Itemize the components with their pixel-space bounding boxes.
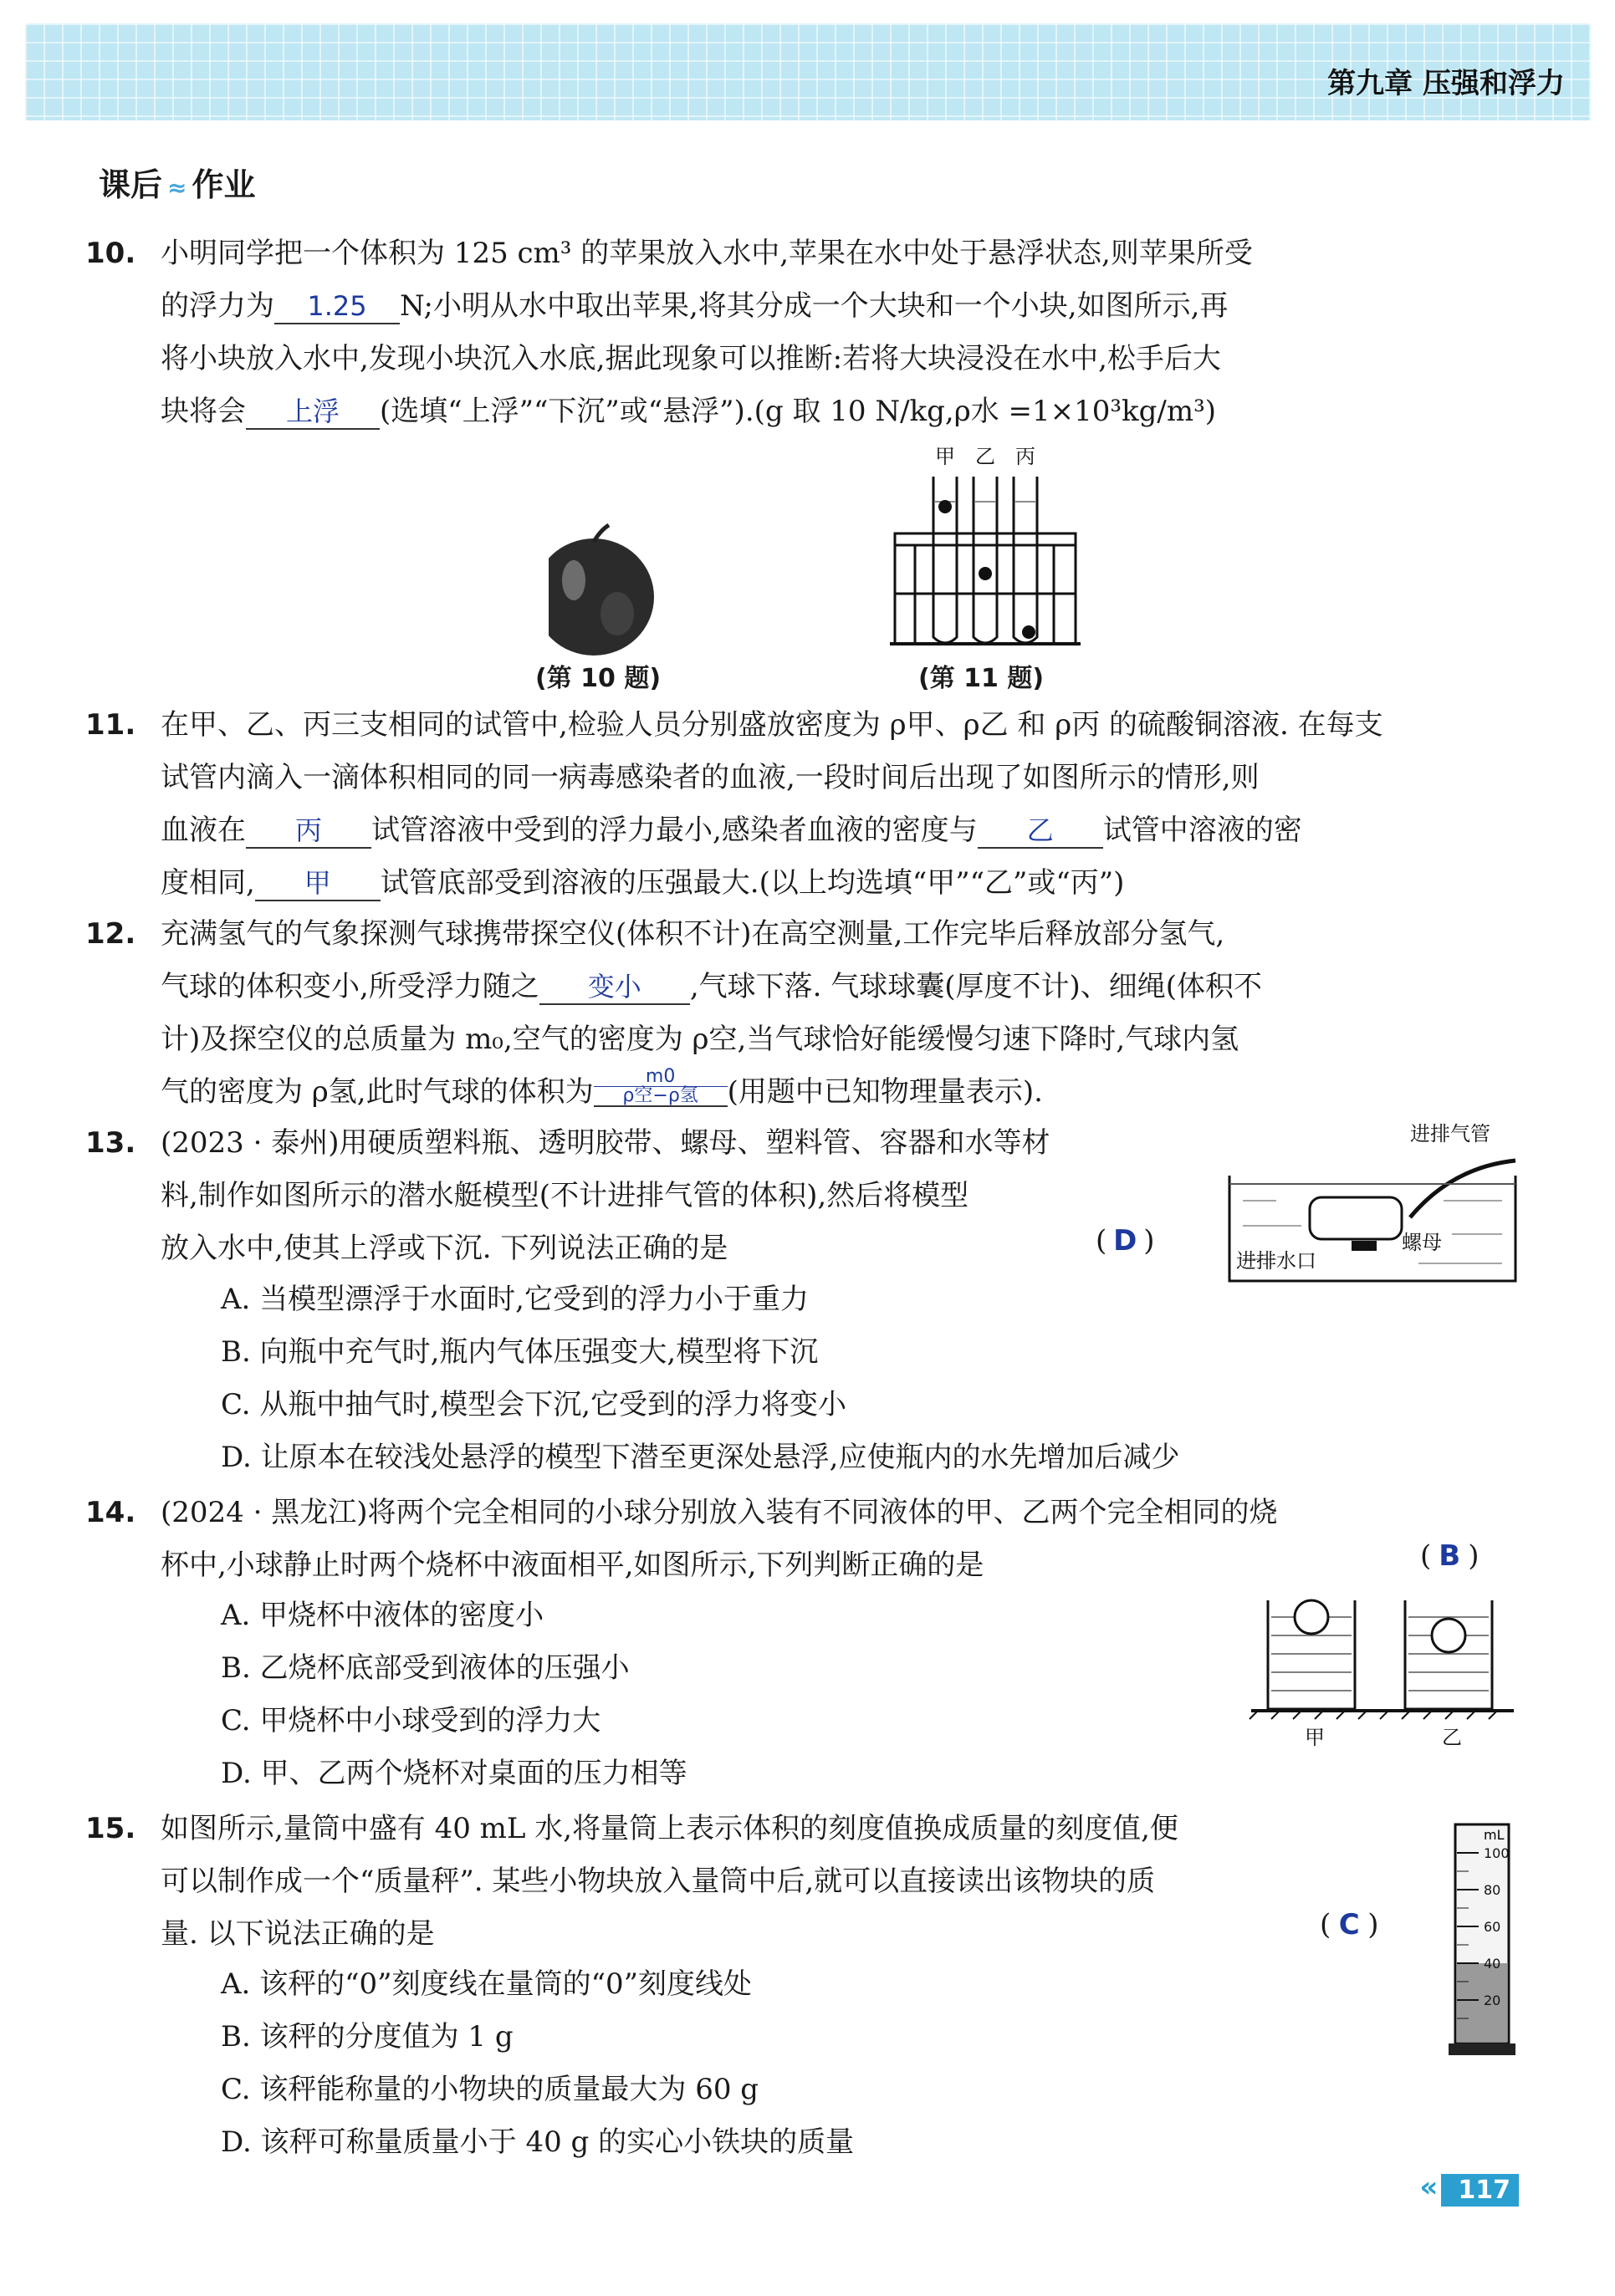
- q12-line2: 气球的体积变小,所受浮力随之 变小 ,气球下落. 气球球囊(厚度不计)、细绳(体积不: [161, 970, 1263, 1003]
- apple-figure: [525, 522, 659, 664]
- q10-line1: 小明同学把一个体积为 125 cm³ 的苹果放入水中,苹果在水中处于悬浮状态,则苹果所受: [161, 237, 1253, 270]
- section-title-a: 课后: [99, 166, 163, 203]
- option-d: D. 甲、乙两个烧杯对桌面的压力相等: [221, 1757, 687, 1790]
- option-b: B. 向瓶中充气时,瓶内气体压强变大,模型将下沉: [221, 1335, 819, 1369]
- question-15: [85, 1803, 1432, 1961]
- beaker-label: 乙: [1442, 1726, 1462, 1749]
- q15-line3: 量. 以下说法正确的是: [161, 1917, 435, 1951]
- tick-label: 60: [1484, 1919, 1501, 1935]
- option-c: C. 从瓶中抽气时,模型会下沉,它受到的浮力将变小: [221, 1388, 847, 1421]
- tick-label: 40: [1484, 1956, 1501, 1972]
- option-d: D. 让原本在较浅处悬浮的模型下潜至更深处悬浮,应使瓶内的水先增加后减少: [221, 1441, 1180, 1474]
- unit-label: mL: [1484, 1827, 1505, 1843]
- tube-label: 甲: [935, 445, 955, 468]
- q13-line2: 料,制作如图所示的潜水艇模型(不计进排气管的体积),然后将模型: [161, 1179, 969, 1212]
- section-title: [99, 159, 256, 205]
- answer-blank: 甲: [255, 866, 381, 901]
- answer-choice: B: [1439, 1539, 1461, 1573]
- option-b: B. 乙烧杯底部受到液体的压强小: [221, 1651, 630, 1685]
- answer-fraction: m0 ρ空−ρ氢: [594, 1068, 728, 1107]
- q11-line1: 在甲、乙、丙三支相同的试管中,检验人员分别盛放密度为 ρ甲、ρ乙 和 ρ丙 的硫酸铜溶液. 在每支: [161, 708, 1383, 742]
- q11-line4: 度相同, 甲 试管底部受到溶液的压强最大.(以上均选填“甲”“乙”或“丙”): [161, 866, 1125, 900]
- question-number: 15.: [85, 1812, 136, 1845]
- option-a: A. 该秤的“0”刻度线在量筒的“0”刻度线处: [221, 1967, 752, 2001]
- figure-caption: (第 10 题): [535, 664, 662, 693]
- option-c: C. 甲烧杯中小球受到的浮力大: [221, 1704, 601, 1737]
- answer-blank: 1.25: [274, 289, 400, 324]
- question-14: [85, 1487, 1515, 1592]
- answer-bracket: ( D ): [1096, 1224, 1155, 1258]
- question-number: 10.: [85, 237, 136, 270]
- tube-label: 乙: [975, 445, 995, 468]
- q12-line3: 计)及探空仪的总质量为 m₀,空气的密度为 ρ空,当气球恰好能缓慢匀速下降时,气球内氢: [161, 1023, 1239, 1056]
- answer-blank: 上浮: [246, 395, 380, 430]
- tick-label: 20: [1484, 1992, 1501, 2008]
- tube-label: 丙: [1015, 445, 1035, 468]
- question-number: 13.: [85, 1126, 136, 1160]
- q13-line1: (2023 · 泰州)用硬质塑料瓶、透明胶带、螺母、塑料管、容器和水等材: [161, 1126, 1050, 1160]
- beaker-label: 甲: [1305, 1726, 1325, 1749]
- option-a: A. 当模型漂浮于水面时,它受到的浮力小于重力: [221, 1283, 809, 1316]
- q14-line1: (2024 · 黑龙江)将两个完全相同的小球分别放入装有不同液体的甲、乙两个完全相同的烧: [161, 1496, 1278, 1529]
- pipe-label: 进排气管: [1410, 1122, 1490, 1145]
- nut-label: 螺母: [1402, 1231, 1442, 1254]
- figure-caption: (第 11 题): [918, 664, 1045, 693]
- option-b: B. 该秤的分度值为 1 g: [221, 2020, 514, 2054]
- q13-line3: 放入水中,使其上浮或下沉. 下列说法正确的是: [161, 1232, 728, 1265]
- question-number: 14.: [85, 1496, 136, 1529]
- q11-line2: 试管内滴入一滴体积相同的同一病毒感染者的血液,一段时间后出现了如图所示的情形,则: [161, 761, 1260, 794]
- tick-label: 100: [1484, 1845, 1510, 1861]
- q10-line3: 将小块放入水中,发现小块沉入水底,据此现象可以推断:若将大块浸没在水中,松手后大: [161, 342, 1221, 375]
- option-d: D. 该秤可称量质量小于 40 g 的实心小铁块的质量: [221, 2125, 855, 2159]
- chapter-title: 第九章 压强和浮力: [1327, 67, 1565, 100]
- submarine-figure: [1226, 1117, 1519, 1284]
- q12-line4: 气的密度为 ρ氢,此时气球的体积为 m0 ρ空−ρ氢 (用题中已知物理量表示).: [161, 1066, 1043, 1109]
- question-number: 11.: [85, 708, 136, 742]
- question-13: [85, 1117, 1198, 1275]
- option-a: A. 甲烧杯中液体的密度小: [221, 1599, 544, 1632]
- answer-bracket: ( B ): [1420, 1539, 1480, 1573]
- q14-line2: 杯中,小球静止时两个烧杯中液面相平,如图所示,下列判断正确的是: [161, 1549, 984, 1582]
- q11-line3: 血液在 丙 试管溶液中受到的浮力最小,感染者血液的密度与 乙 试管中溶液的密: [161, 814, 1302, 847]
- question-10: [85, 227, 1515, 438]
- test-tube-figure: [887, 443, 1087, 652]
- question-12: [85, 908, 1515, 1119]
- answer-choice: C: [1338, 1908, 1360, 1941]
- page-number: « 117: [1441, 2174, 1519, 2207]
- wave-icon: ≈: [167, 174, 187, 202]
- answer-bracket: ( C ): [1320, 1908, 1379, 1941]
- q10-line4: 块将会 上浮 (选填“上浮”“下沉”或“悬浮”).(g 取 10 N/kg,ρ水 =1×10³kg/m³): [161, 395, 1216, 428]
- answer-choice: D: [1113, 1224, 1137, 1258]
- section-title-b: 作业: [192, 166, 256, 203]
- q12-line1: 充满氢气的气象探测气球携带探空仪(体积不计)在高空测量,工作完毕后释放部分氢气,: [161, 917, 1225, 951]
- option-c: C. 该秤能称量的小物块的质量最大为 60 g: [221, 2073, 759, 2106]
- answer-blank: 乙: [978, 814, 1103, 849]
- q15-line1: 如图所示,量筒中盛有 40 mL 水,将量筒上表示体积的刻度值换成质量的刻度值,便: [161, 1812, 1178, 1845]
- question-number: 12.: [85, 917, 136, 951]
- q15-line2: 可以制作成一个“质量秤”. 某些小物块放入量筒中后,就可以直接读出该物块的质: [161, 1865, 1156, 1898]
- answer-blank: 丙: [246, 814, 371, 849]
- q10-line2: 的浮力为 1.25 N;小明从水中取出苹果,将其分成一个大块和一个小块,如图所示,再: [161, 289, 1229, 323]
- beakers-figure: [1246, 1592, 1522, 1751]
- inlet-label: 进排水口: [1236, 1249, 1316, 1273]
- answer-blank: 变小: [539, 970, 690, 1005]
- measuring-cylinder-figure: [1447, 1814, 1522, 2065]
- tick-label: 80: [1484, 1882, 1501, 1898]
- question-11: [85, 699, 1515, 910]
